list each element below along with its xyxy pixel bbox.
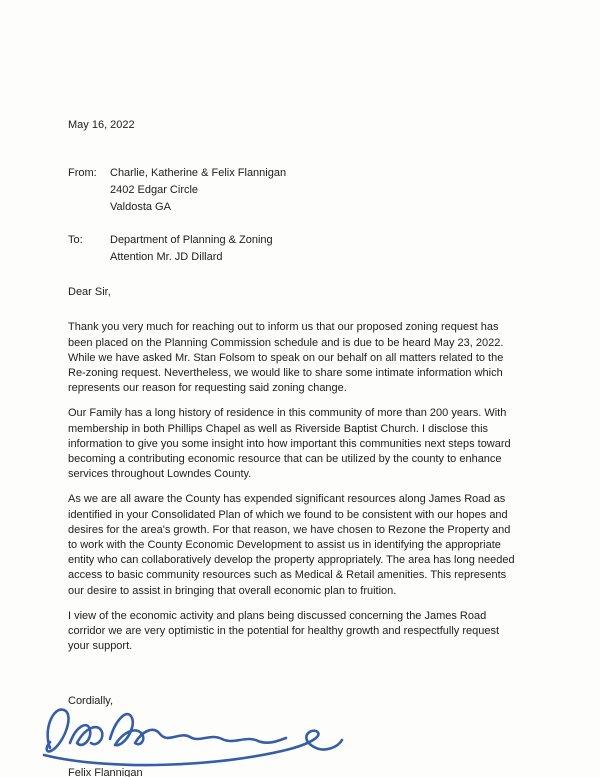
- letter-date: May 16, 2022: [68, 119, 135, 131]
- letter-body: [68, 320, 522, 654]
- paragraph-4: I view of the economic activity and plans being discussed concerning the James Road corridor we are very optimistic in the potential for healthy growth and respectfully request your support.: [68, 609, 500, 653]
- signature: [38, 698, 358, 770]
- salutation: Dear Sir,: [68, 286, 111, 299]
- to-attention-line: Attention Mr. JD Dillard: [110, 251, 223, 264]
- signature-stroke-letters: [47, 709, 286, 751]
- from-address-line2: Valdosta GA: [110, 201, 171, 214]
- paragraph-2: Our Family has a long history of residence in this community of more than 200 years. With membership in both Phillips Chapel as well as Riverside Baptist Church. I disclose this information to give you some insight into how important this communities next steps toward becoming a contributing economic resource that can be utilized by the county to enhance services throughout Lowndes County.: [68, 407, 511, 481]
- to-row: [68, 232, 522, 249]
- to-block: [68, 232, 522, 266]
- from-label: From:: [68, 167, 97, 180]
- paragraph-1: Thank you very much for reaching out to inform us that our proposed zoning request has been placed on the Planning Commission schedule and is due to be heard May 23, 2022. While we have asked Mr. Stan Folsom to speak on our behalf on all matters related to the Re-zoning request. Nevertheless, we would like to share some intimate information which represents our reason for requesting said zoning change.: [68, 321, 504, 395]
- signature-scribble: [38, 698, 358, 770]
- closing: Cordially,: [68, 695, 114, 708]
- to-recipient: Department of Planning & Zoning: [110, 234, 273, 247]
- from-name: Charlie, Katherine & Felix Flannigan: [110, 167, 287, 180]
- from-block: [68, 165, 522, 216]
- from-row: [68, 165, 522, 182]
- to-label: To:: [68, 234, 83, 247]
- signer-name: Felix Flannigan: [68, 766, 143, 777]
- from-address-line1: 2402 Edgar Circle: [110, 184, 199, 197]
- paragraph-3: As we are all aware the County has expended significant resources along James Road as identified in your Consolidated Plan of which we found to be consistent with our hopes and desires for the area's growth. For that reason, we have chosen to Rezone the Property and to work with the County Economic Development to assist us in identifying the appropriate entity who can collaboratively develop the property appropriately. The area has long needed access to basic community resources such as Medical & Retail amenities. This represents our desire to assist in bringing that overall economic plan to fruition.: [68, 493, 515, 597]
